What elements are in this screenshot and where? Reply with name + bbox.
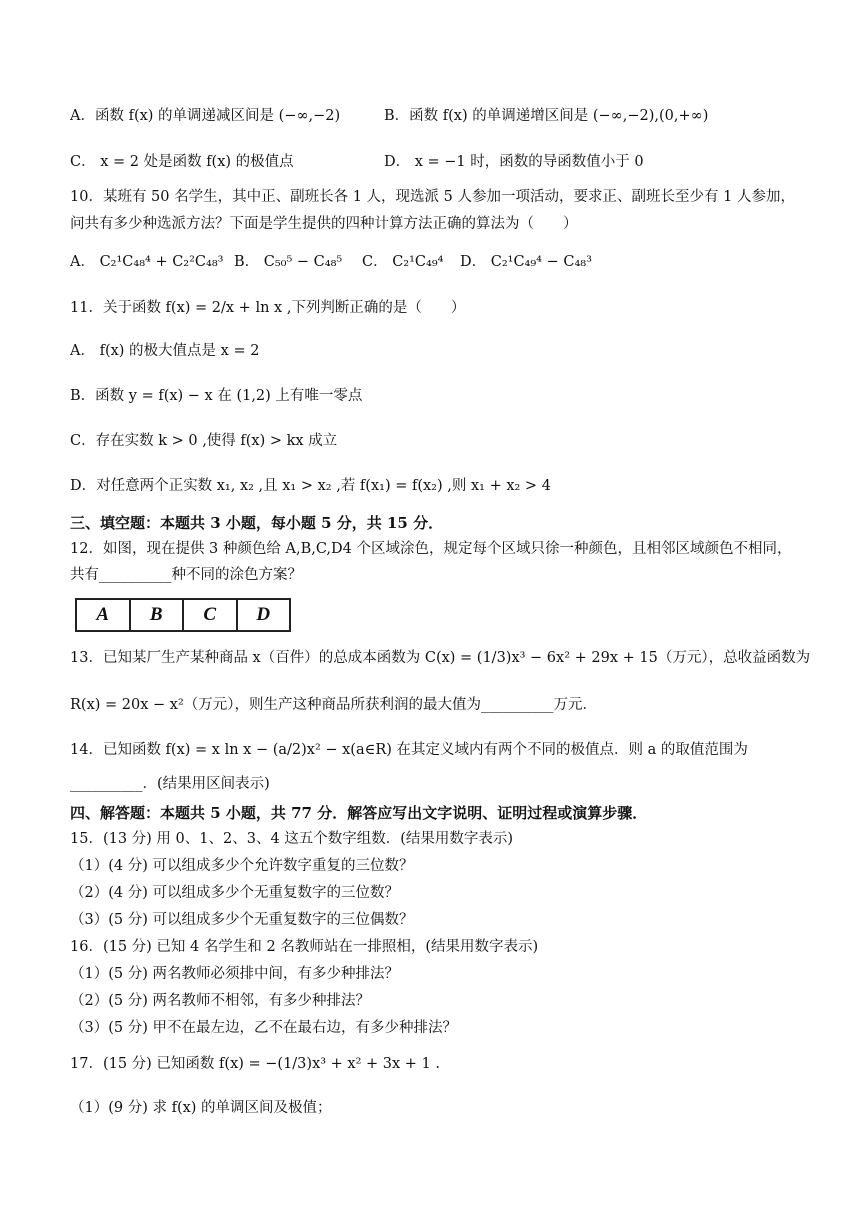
q16-part2: （2）(5 分) 两名教师不相邻，有多少种排法？: [70, 993, 370, 1009]
q12-stem-line2: 共有__________种不同的涂色方案？: [70, 567, 302, 583]
q9-option-a: A．函数 f(x) 的单调递减区间是 (−∞,−2): [70, 108, 341, 124]
q11-option-b: B．函数 y = f(x) − x 在 (1,2) 上有唯一零点: [70, 388, 363, 404]
section-4-heading: 四、解答题：本题共 5 小题，共 77 分．解答应写出文字说明、证明过程或演算步骤．: [70, 804, 648, 822]
q14-stem-line2: __________．(结果用区间表示): [70, 776, 270, 792]
region-a: A: [77, 600, 131, 630]
q11-option-d: D．对任意两个正实数 x₁, x₂ ,且 x₁ > x₂ ,若 f(x₁) = f(x₂) ,则 x₁ + x₂ > 4: [70, 478, 551, 494]
region-b: B: [131, 600, 185, 630]
q17-stem: 17．(15 分) 已知函数 f(x) = −(1/3)x³ + x² + 3x + 1 .: [70, 1056, 440, 1072]
q14-stem-line1: 14．已知函数 f(x) = x ln x − (a/2)x² − x(a∈R) 在其定义域内有两个不同的极值点．则 a 的取值范围为: [70, 742, 748, 758]
q16-part1: （1）(5 分) 两名教师必须排中间，有多少种排法？: [70, 966, 399, 982]
section-3-heading: 三、填空题：本题共 3 小题，每小题 5 分，共 15 分．: [70, 514, 444, 532]
q12-stem-line1: 12．如图，现在提供 3 种颜色给 A,B,C,D4 个区域涂色，规定每个区域只徐一种颜色，且相邻区域颜色不相同，: [70, 541, 792, 557]
q10-stem-line2: 问共有多少种选派方法？下面是学生提供的四种计算方法正确的算法为（ ）: [70, 216, 578, 232]
q11-option-c: C．存在实数 k > 0 ,使得 f(x) > kx 成立: [70, 433, 338, 449]
q15-part1: （1）(4 分) 可以组成多少个允许数字重复的三位数？: [70, 858, 414, 874]
region-d: D: [256, 604, 271, 625]
region-c: C: [184, 600, 238, 630]
q10-option-a: A． C₂¹C₄₈⁴ + C₂²C₄₈³: [70, 254, 224, 270]
q9-option-d: D． x = −1 时，函数的导函数值小于 0: [384, 154, 644, 170]
q10-option-c: C． C₂¹C₄₉⁴: [362, 254, 444, 270]
q13-stem-line1: 13．已知某厂生产某种商品 x（百件）的总成本函数为 C(x) = (1/3)x³ − 6x² + 29x + 15（万元），总收益函数为: [70, 650, 811, 666]
q16-stem: 16．(15 分) 已知 4 名学生和 2 名教师站在一排照相，(结果用数字表示): [70, 939, 539, 955]
q9-option-c: C． x = 2 处是函数 f(x) 的极值点: [70, 154, 294, 170]
q10-stem-line1: 10．某班有 50 名学生，其中正、副班长各 1 人，现选派 5 人参加一项活动，要求正、副班长至少有 1 人参加，: [70, 189, 795, 205]
q15-part3: （3）(5 分) 可以组成多少个无重复数字的三位偶数？: [70, 912, 414, 928]
q11-option-a: A． f(x) 的极大值点是 x = 2: [70, 343, 260, 359]
q16-part3: （3）(5 分) 甲不在最左边，乙不在最右边，有多少种排法？: [70, 1020, 457, 1036]
q9-option-b: B．函数 f(x) 的单调递增区间是 (−∞,−2),(0,+∞): [384, 108, 709, 124]
q10-option-b: B． C₅₀⁵ − C₄₈⁵: [234, 254, 343, 270]
q12-region-diagram: [75, 598, 291, 632]
q11-stem: 11．关于函数 f(x) = 2/x + ln x ,下列判断正确的是（ ）: [70, 300, 466, 316]
q15-part2: （2）(4 分) 可以组成多少个无重复数字的三位数？: [70, 885, 399, 901]
q15-stem: 15．(13 分) 用 0、1、2、3、4 这五个数字组数．(结果用数字表示): [70, 831, 514, 847]
q13-stem-line2: R(x) = 20x − x²（万元），则生产这种商品所获利润的最大值为__________万元．: [70, 697, 598, 713]
q10-option-d: D． C₂¹C₄₉⁴ − C₄₈³: [460, 254, 592, 270]
q17-part1: （1）(9 分) 求 f(x) 的单调区间及极值；: [70, 1100, 332, 1116]
